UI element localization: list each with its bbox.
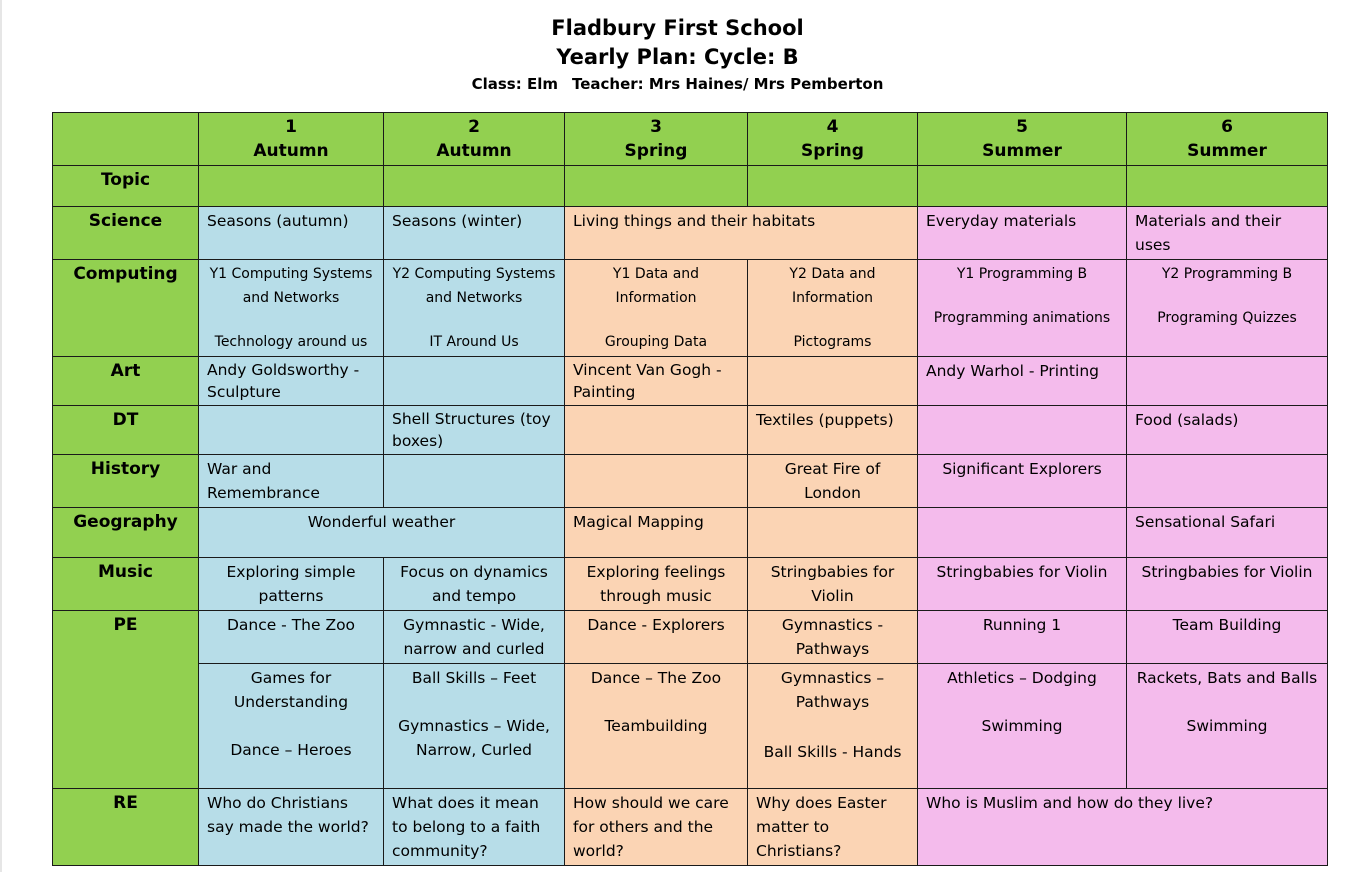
row-header-dt: DT — [53, 406, 199, 455]
geography-cell: Sensational Safari — [1127, 508, 1328, 558]
column-term: Summer — [982, 141, 1062, 161]
pe-cell: Dance - Explorers — [565, 611, 748, 664]
topic-cell — [384, 166, 565, 207]
unit-subtitle: Grouping Data — [604, 334, 708, 350]
row-header-music: Music — [53, 558, 199, 611]
computing-cell — [384, 260, 565, 357]
column-term: Spring — [801, 141, 864, 161]
pe-row-1 — [53, 611, 1328, 664]
dt-cell: Food (salads) — [1127, 406, 1328, 455]
dt-cell — [199, 406, 384, 455]
activity: Games for Understanding — [233, 669, 349, 711]
topic-cell — [748, 166, 918, 207]
geography-cell — [748, 508, 918, 558]
activity: Athletics – Dodging — [947, 669, 1097, 687]
art-cell — [384, 357, 565, 406]
computing-cell — [565, 260, 748, 357]
pe-cell: Gymnastics - Pathways — [748, 611, 918, 664]
science-cell: Everyday materials — [918, 207, 1127, 260]
column-header-4 — [748, 113, 918, 166]
re-cell: What does it mean to belong to a faith community? — [384, 789, 565, 866]
pe-cell — [918, 664, 1127, 789]
dt-cell — [918, 406, 1127, 455]
topic-cell — [565, 166, 748, 207]
yearly-plan-table — [52, 112, 1328, 866]
column-number: 4 — [826, 117, 839, 137]
topic-cell — [199, 166, 384, 207]
history-cell: War and Remembrance — [199, 455, 384, 508]
history-cell — [1127, 455, 1328, 508]
pe-cell — [565, 664, 748, 789]
dt-cell — [565, 406, 748, 455]
row-header-pe: PE — [53, 611, 199, 789]
topic-row — [53, 166, 1328, 207]
corner-cell — [53, 113, 199, 166]
pe-cell: Gymnastic - Wide, narrow and curled — [384, 611, 565, 664]
art-cell: Vincent Van Gogh - Painting — [565, 357, 748, 406]
unit-subtitle: Technology around us — [214, 334, 368, 350]
column-header-row — [53, 113, 1328, 166]
unit-title: Y2 Data and Information — [789, 266, 876, 306]
column-header-5 — [918, 113, 1127, 166]
activity: Gymnastics – Pathways — [780, 669, 885, 711]
column-number: 6 — [1221, 117, 1233, 137]
pe-cell: Running 1 — [918, 611, 1127, 664]
dt-cell: Textiles (puppets) — [748, 406, 918, 455]
column-term: Autumn — [436, 141, 512, 161]
row-header-science: Science — [53, 207, 199, 260]
row-header-art: Art — [53, 357, 199, 406]
school-name: Fladbury First School — [551, 16, 804, 40]
art-cell: Andy Warhol - Printing — [918, 357, 1127, 406]
computing-cell — [199, 260, 384, 357]
unit-subtitle: Pictograms — [793, 334, 872, 350]
activity: Rackets, Bats and Balls — [1136, 669, 1318, 687]
column-header-6 — [1127, 113, 1328, 166]
teacher-label: Teacher: Mrs Haines/ Mrs Pemberton — [571, 75, 884, 93]
computing-cell — [1127, 260, 1328, 357]
column-number: 5 — [1016, 117, 1028, 137]
computing-cell — [918, 260, 1127, 357]
class-label: Class: Elm — [471, 75, 558, 93]
activity: Ball Skills - Hands — [763, 743, 902, 761]
column-header-1 — [199, 113, 384, 166]
pe-cell — [1127, 664, 1328, 789]
pe-cell — [384, 664, 565, 789]
unit-subtitle: IT Around Us — [429, 334, 519, 350]
re-row — [53, 789, 1328, 866]
topic-cell — [1127, 166, 1328, 207]
re-cell: How should we care for others and the world? — [565, 789, 748, 866]
row-header-geography: Geography — [53, 508, 199, 558]
computing-cell — [748, 260, 918, 357]
art-cell — [748, 357, 918, 406]
column-number: 2 — [468, 117, 480, 137]
geography-row — [53, 508, 1328, 558]
column-term: Autumn — [253, 141, 329, 161]
geography-cell: Wonderful weather — [199, 508, 565, 558]
page-edge — [0, 0, 2, 872]
re-cell: Why does Easter matter to Christians? — [748, 789, 918, 866]
row-header-computing: Computing — [53, 260, 199, 357]
science-row — [53, 207, 1328, 260]
topic-cell — [918, 166, 1127, 207]
re-cell: Who do Christians say made the world? — [199, 789, 384, 866]
history-cell — [565, 455, 748, 508]
activity: Gymnastics – Wide, Narrow, Curled — [398, 717, 550, 759]
science-cell: Materials and their uses — [1127, 207, 1328, 260]
activity: Swimming — [1186, 717, 1268, 735]
art-cell: Andy Goldsworthy - Sculpture — [199, 357, 384, 406]
pe-row-2 — [53, 664, 1328, 789]
column-term: Summer — [1187, 141, 1267, 161]
column-number: 1 — [285, 117, 297, 137]
activity: Swimming — [981, 717, 1063, 735]
class-teacher-line — [0, 72, 1355, 96]
music-cell: Focus on dynamics and tempo — [384, 558, 565, 611]
unit-title: Y1 Data and Information — [612, 266, 700, 306]
pe-cell: Dance - The Zoo — [199, 611, 384, 664]
history-cell: Significant Explorers — [918, 455, 1127, 508]
activity: Ball Skills – Feet — [411, 669, 537, 687]
art-cell — [1127, 357, 1328, 406]
column-term: Spring — [624, 141, 688, 161]
unit-title: Y2 Programming B — [1161, 266, 1293, 282]
unit-subtitle: Programing Quizzes — [1157, 310, 1297, 326]
re-cell: Who is Muslim and how do they live? — [918, 789, 1328, 866]
art-row — [53, 357, 1328, 406]
science-cell: Seasons (autumn) — [199, 207, 384, 260]
column-header-2 — [384, 113, 565, 166]
history-row — [53, 455, 1328, 508]
unit-subtitle: Programming animations — [933, 310, 1111, 326]
geography-cell — [918, 508, 1127, 558]
pe-cell — [199, 664, 384, 789]
music-cell: Exploring feelings through music — [565, 558, 748, 611]
column-header-3 — [565, 113, 748, 166]
computing-row — [53, 260, 1328, 357]
plan-title: Yearly Plan: Cycle: B — [556, 45, 799, 69]
row-header-re: RE — [53, 789, 199, 866]
pe-cell: Team Building — [1127, 611, 1328, 664]
pe-cell — [748, 664, 918, 789]
row-header-history: History — [53, 455, 199, 508]
science-cell: Living things and their habitats — [565, 207, 918, 260]
unit-title: Y1 Programming B — [956, 266, 1088, 282]
music-cell: Stringbabies for Violin — [1127, 558, 1328, 611]
science-cell: Seasons (winter) — [384, 207, 565, 260]
column-number: 3 — [650, 117, 662, 137]
activity: Teambuilding — [604, 717, 708, 735]
music-cell: Exploring simple patterns — [199, 558, 384, 611]
unit-title: Y1 Computing Systems and Networks — [209, 266, 373, 306]
history-cell — [384, 455, 565, 508]
unit-title: Y2 Computing Systems and Networks — [392, 266, 556, 306]
activity: Dance – Heroes — [230, 741, 352, 759]
row-header-topic: Topic — [53, 166, 199, 207]
dt-cell: Shell Structures (toy boxes) — [384, 406, 565, 455]
music-cell: Stringbabies for Violin — [748, 558, 918, 611]
activity: Dance – The Zoo — [590, 669, 722, 687]
music-cell: Stringbabies for Violin — [918, 558, 1127, 611]
music-row — [53, 558, 1328, 611]
geography-cell: Magical Mapping — [565, 508, 748, 558]
dt-row — [53, 406, 1328, 455]
document-header — [0, 14, 1355, 96]
history-cell: Great Fire of London — [748, 455, 918, 508]
